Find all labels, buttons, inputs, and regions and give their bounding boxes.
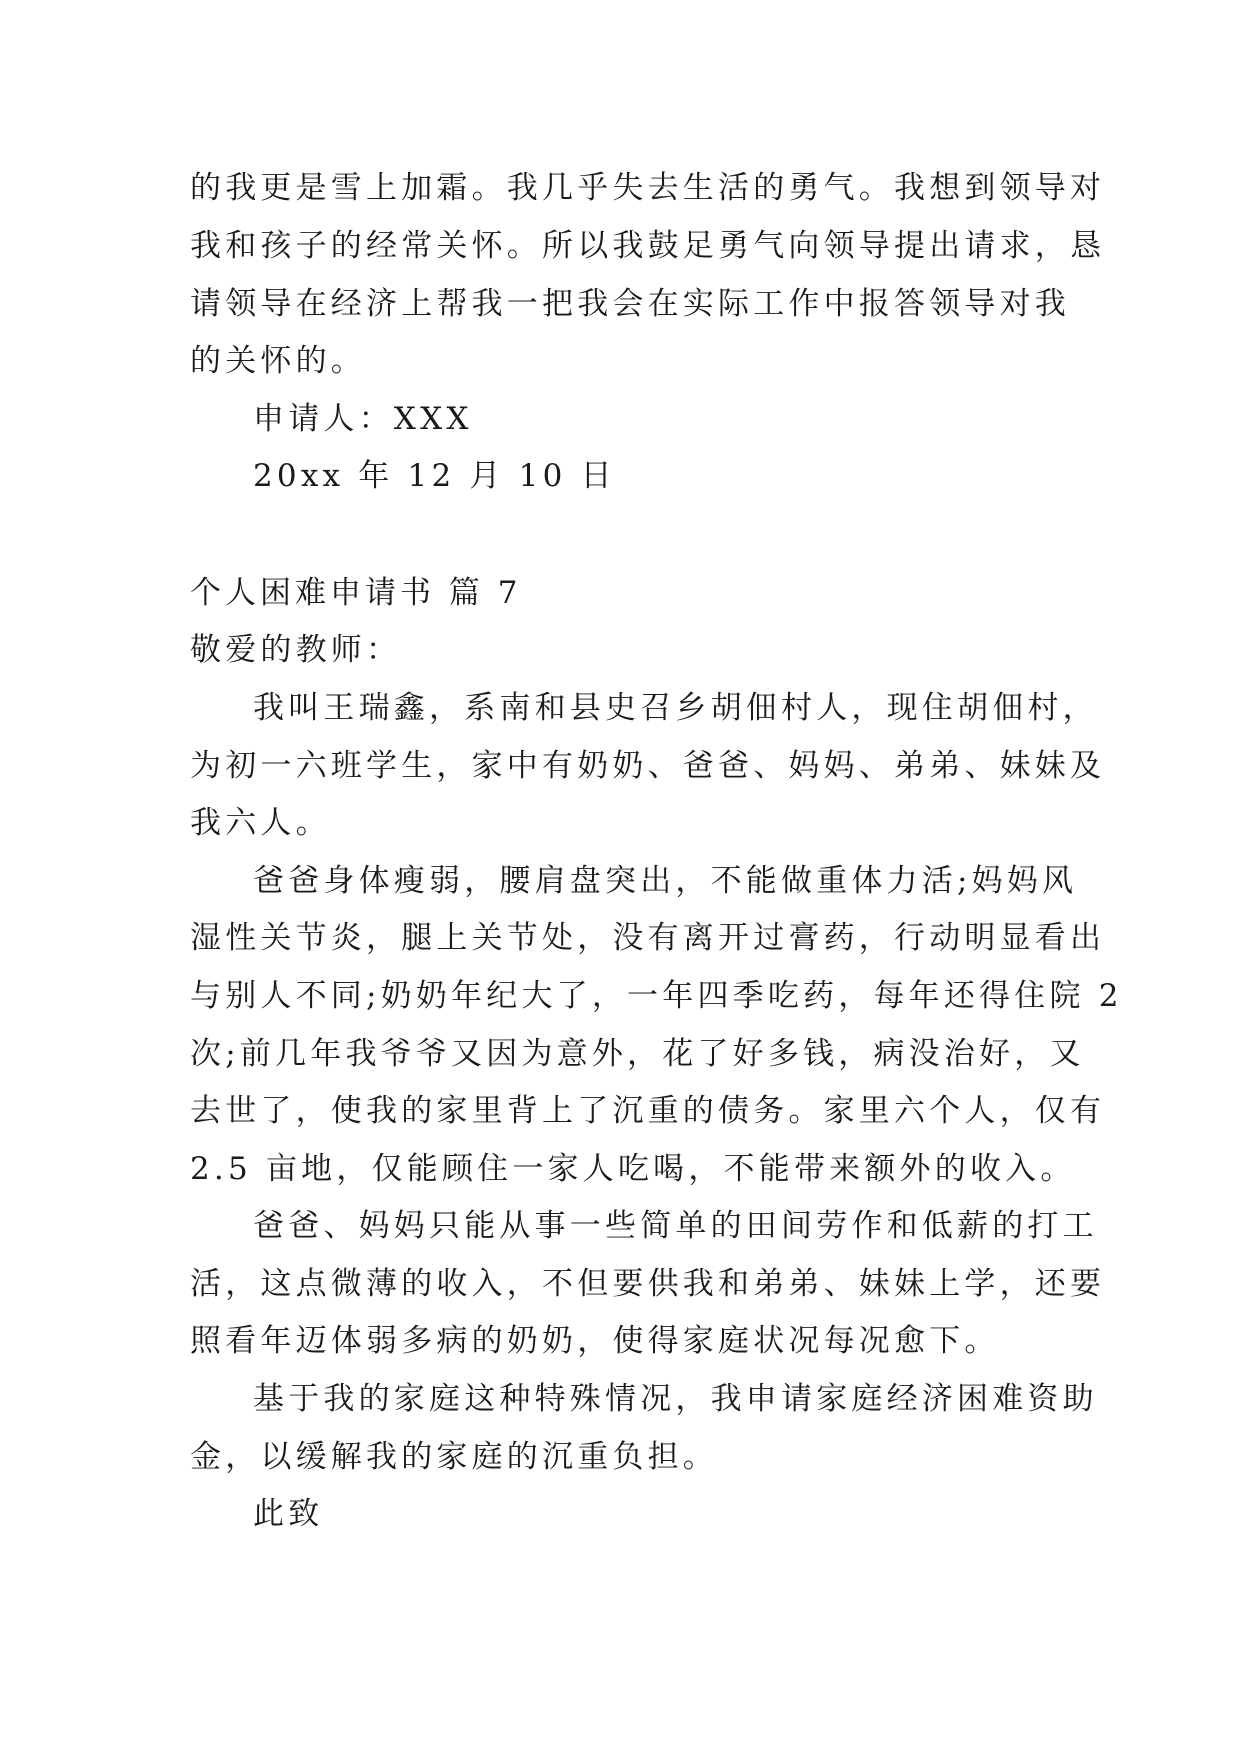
paragraph-1-line: 我叫王瑞鑫，系南和县史召乡胡佃村人，现住胡佃村， <box>253 690 1098 726</box>
section-title: 个人困难申请书 篇 7 <box>190 575 522 611</box>
closing: 此致 <box>253 1496 324 1532</box>
prev-text-line: 的关怀的。 <box>190 343 366 379</box>
prev-text-line: 我和孩子的经常关怀。所以我鼓足勇气向领导提出请求，恳 <box>190 228 1106 264</box>
prev-text-line: 请领导在经济上帮我一把我会在实际工作中报答领导对我 <box>190 286 1070 322</box>
paragraph-1-line: 为初一六班学生，家中有奶奶、爸爸、妈妈、弟弟、妹妹及 <box>190 748 1106 784</box>
date-line: 20xx 年 12 月 10 日 <box>253 458 616 494</box>
paragraph-2-line: 次;前几年我爷爷又因为意外，花了好多钱，病没治好，又 <box>190 1036 1085 1072</box>
paragraph-4-line: 基于我的家庭这种特殊情况，我申请家庭经济困难资助 <box>253 1381 1098 1417</box>
paragraph-3-line: 活，这点微薄的收入，不但要供我和弟弟、妹妹上学，还要 <box>190 1266 1106 1302</box>
prev-text-line: 的我更是雪上加霜。我几乎失去生活的勇气。我想到领导对 <box>190 170 1106 206</box>
paragraph-2-line: 湿性关节炎，腿上关节处，没有离开过膏药，行动明显看出 <box>190 920 1106 956</box>
salutation: 敬爱的教师： <box>190 632 402 668</box>
paragraph-2-line: 爸爸身体瘦弱，腰肩盘突出，不能做重体力活;妈妈风 <box>253 863 1078 899</box>
paragraph-2-line: 2.5 亩地，仅能顾住一家人吃喝，不能带来额外的收入。 <box>190 1151 1076 1187</box>
paragraph-2-line: 去世了，使我的家里背上了沉重的债务。家里六个人，仅有 <box>190 1093 1106 1129</box>
paragraph-1-line: 我六人。 <box>190 805 331 841</box>
paragraph-2-line: 与别人不同;奶奶年纪大了，一年四季吃药，每年还得住院 2 <box>190 978 1123 1014</box>
paragraph-4-line: 金，以缓解我的家庭的沉重负担。 <box>190 1439 718 1475</box>
paragraph-3-line: 照看年迈体弱多病的奶奶，使得家庭状况每况愈下。 <box>190 1323 1000 1359</box>
paragraph-3-line: 爸爸、妈妈只能从事一些简单的田间劳作和低薪的打工 <box>253 1208 1098 1244</box>
applicant-line: 申请人：XXX <box>253 401 473 437</box>
